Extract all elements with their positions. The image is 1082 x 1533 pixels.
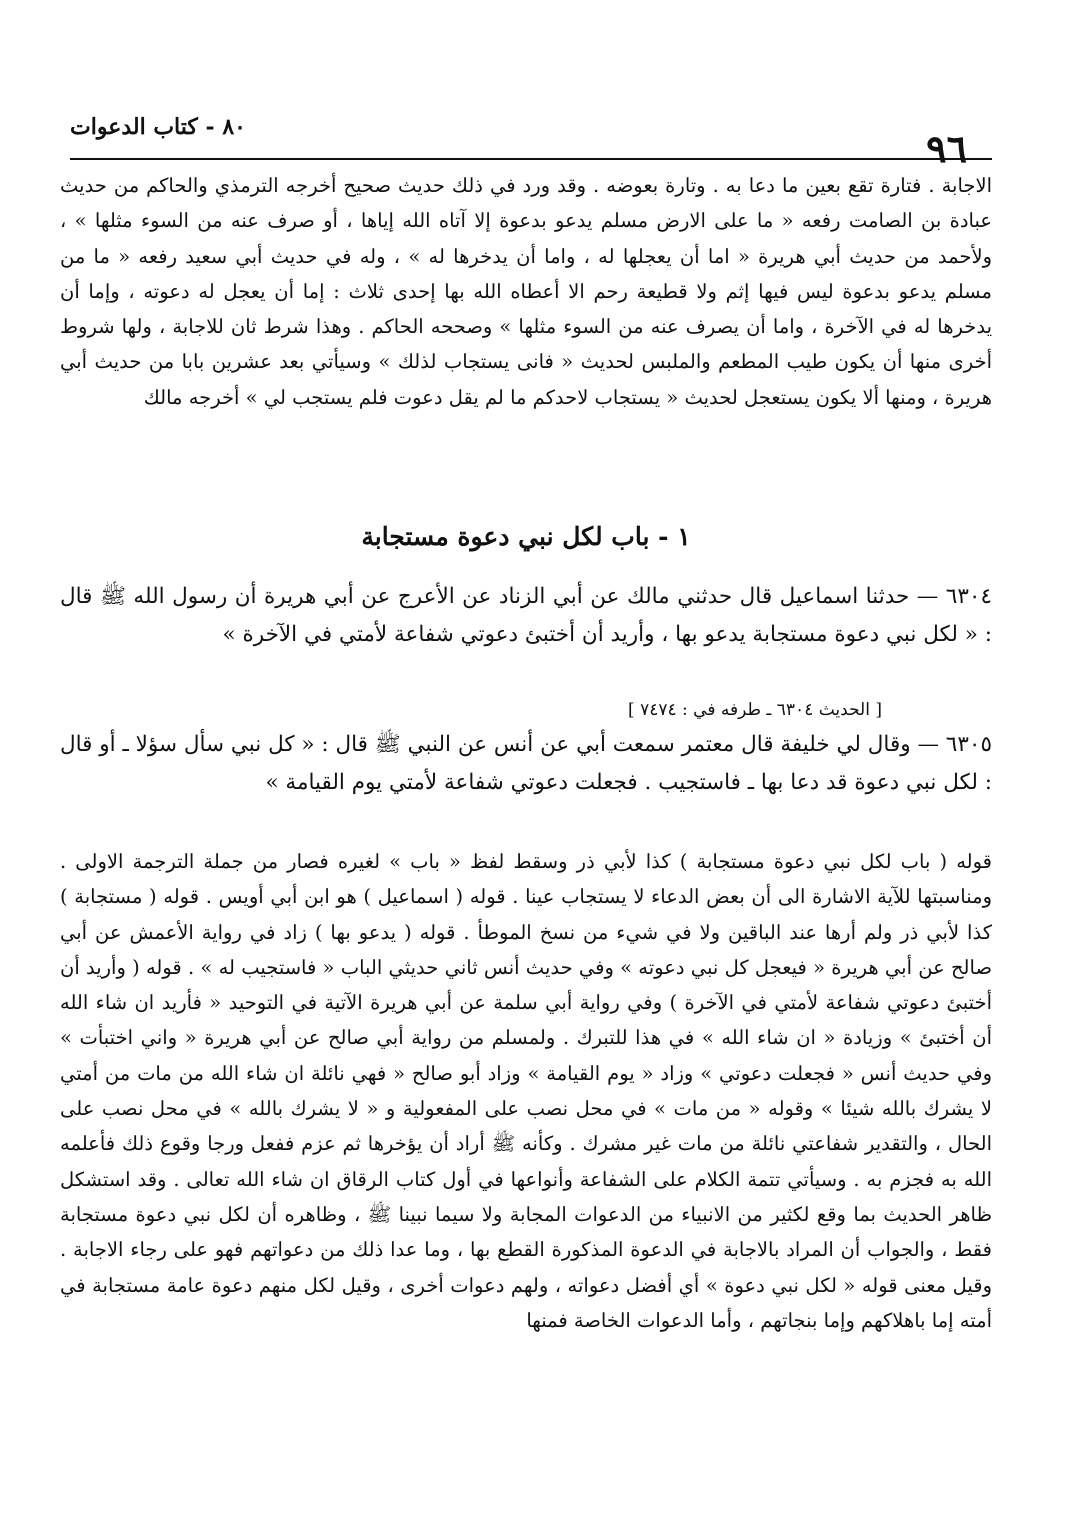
intro-paragraph: الاجابة . فتارة تقع بعين ما دعا به . وتارة بعوضه . وقد ورد في ذلك حديث صحيح أخرجه الترمذي والحاكم من حديث عبادة بن الصامت رفعه « ما على الارض مسلم يدعو بدعوة إلا آتاه الله إياها ، أو صرف عنه من السوء مثلها » ، ولأحمد من حديث أبي هريرة « اما أن يعجلها له ، واما أن يدخرها له » ، وله في حديث أبي سعيد رفعه « ما من مسلم يدعو بدعوة ليس فيها إثم ولا قطيعة رحم الا أعطاه الله بها إحدى ثلاث : إما أن يعجل له دعوته ، وإما أن يدخرها له في الآخرة ، واما أن يصرف عنه من السوء مثلها » وصححه الحاكم . وهذا شرط ثان للاجابة ، ولها شروط أخرى منها أن يكون طيب المطعم والملبس لحديث « فانى يستجاب لذلك » وسيأتي بعد عشرين بابا من حديث أبي هريرة ، ومنها ألا يكون يستعجل لحديث « يستجاب لاحدكم ما لم يقل دعوت فلم يستجب لي » أخرجه مالك bbox=[60, 174, 992, 409]
hadith-6304: ٦٣٠٤ — حدثنا اسماعيل قال حدثني مالك عن أبي الزناد عن الأعرج عن أبي هريرة أن رسول الله ﷺ قال : « لكل نبي دعوة مستجابة يدعو بها ، وأريد أن أختبئ دعوتي شفاعة لأمتي في الآخرة » bbox=[60, 584, 992, 647]
book-title: ٨٠ - كتاب الدعوات bbox=[70, 114, 246, 140]
section-heading: ١ - باب لكل نبي دعوة مستجابة bbox=[361, 522, 691, 551]
hadith-6305: ٦٣٠٥ — وقال لي خليفة قال معتمر سمعت أبي عن أنس عن النبي ﷺ قال : « كل نبي سأل سؤلا ـ أو قال : لكل نبي دعوة قد دعا بها ـ فاستجيب . فجعلت دعوتي شفاعة لأمتي يوم القيامة » bbox=[60, 732, 992, 795]
running-head bbox=[60, 112, 1002, 171]
header-rule bbox=[70, 158, 992, 160]
commentary-paragraph: قوله ( باب لكل نبي دعوة مستجابة ) كذا لأبي ذر وسقط لفظ « باب » لغيره فصار من جملة الترجمة الاولى . ومناسبتها للآية الاشارة الى أن بعض الدعاء لا يستجاب عينا . قوله ( اسماعيل ) هو ابن أبي أويس . قوله ( مستجابة ) كذا لأبي ذر ولم أرها عند الباقين ولا في شيء من نسخ الموطأ . قوله ( يدعو بها ) زاد في رواية الأعمش عن أبي صالح عن أبي هريرة « فيعجل كل نبي دعوته » وفي حديث أنس ثاني حديثي الباب « فاستجيب له » . قوله ( وأريد أن أختبئ دعوتي شفاعة لأمتي في الآخرة ) وفي رواية أبي سلمة عن أبي هريرة الآتية في التوحيد « فأريد ان شاء الله أن أختبئ » وزيادة « ان شاء الله » في هذا للتبرك . ولمسلم من رواية أبي صالح عن أبي هريرة « واني اختبأت » وفي حديث أنس « فجعلت دعوتي » وزاد « يوم القيامة » وزاد أبو صالح « فهي نائلة ان شاء الله من مات من أمتي لا يشرك بالله شيئا » وقوله « من مات » في محل نصب على المفعولية و « لا يشرك بالله » في محل نصب على الحال ، والتقدير شفاعتي نائلة من مات غير مشرك . وكأنه ﷺ أراد أن يؤخرها ثم عزم ففعل ورجا وقوع ذلك فأعلمه الله به فجزم به . وسيأتي تتمة الكلام على الشفاعة وأنواعها في أول كتاب الرقاق ان شاء الله تعالى . وقد استشكل ظاهر الحديث بما وقع لكثير من الانبياء من الدعوات المجابة ولا سيما نبينا ﷺ ، وظاهره أن لكل نبي دعوة مستجابة فقط ، والجواب أن المراد بالاجابة في الدعوة المذكورة القطع بها ، وما عدا ذلك من دعواتهم فهو على رجاء الاجابة . وقيل معنى قوله « لكل نبي دعوة » أي أفضل دعواته ، ولهم دعوات أخرى ، وقيل لكل منهم دعوة عامة مستجابة في أمته إما باهلاكهم وإما بنجاتهم ، وأما الدعوات الخاصة فمنها bbox=[60, 850, 992, 1332]
page-number: ٩٦ bbox=[926, 126, 967, 171]
hadith-reference: [ الحديث ٦٣٠٤ ـ طرفه في : ٧٤٧٤ ] bbox=[628, 700, 882, 720]
